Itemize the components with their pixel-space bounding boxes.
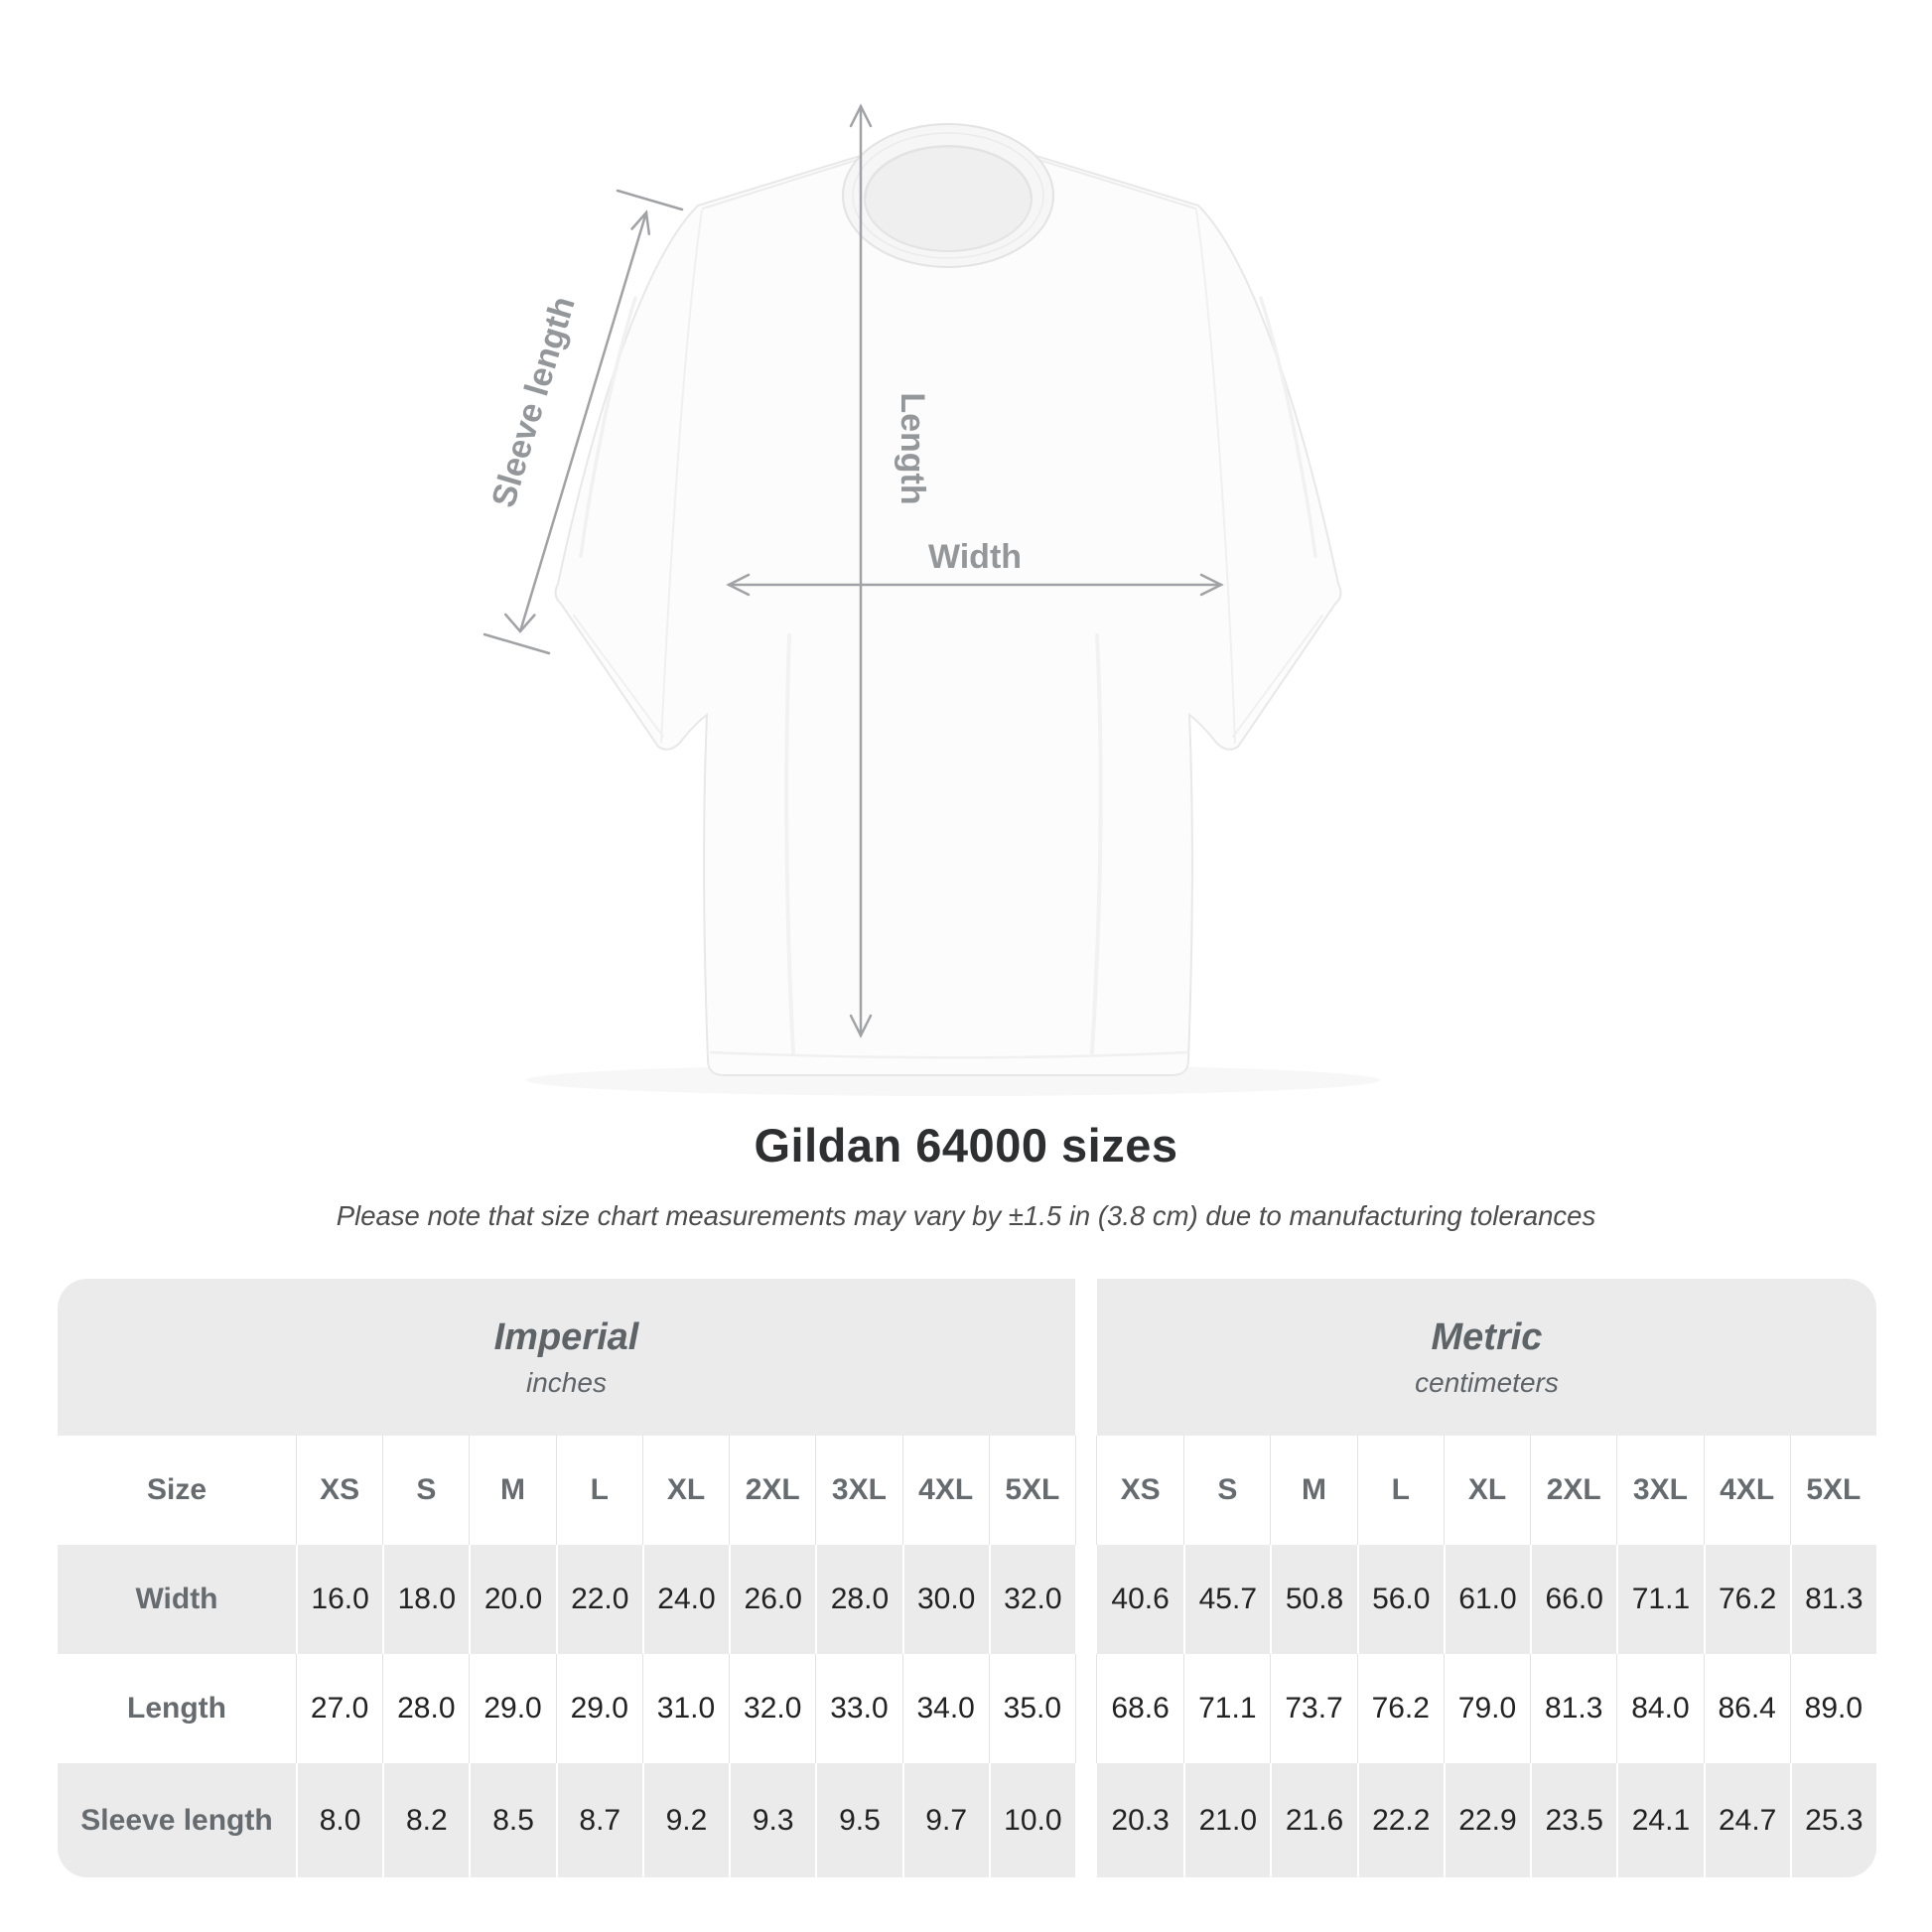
imperial-group-header — [58, 1279, 1075, 1436]
value-cell: 22.2 — [1357, 1763, 1444, 1877]
size-col-header: 2XL — [1530, 1436, 1616, 1545]
value-cell: 22.9 — [1444, 1763, 1530, 1877]
value-cell: 24.7 — [1704, 1763, 1790, 1877]
value-cell: 8.7 — [556, 1763, 642, 1877]
value-cell: 34.0 — [902, 1654, 989, 1763]
size-col-header: L — [1357, 1436, 1444, 1545]
tshirt-body — [556, 126, 1341, 1075]
metric-group-header — [1097, 1279, 1876, 1436]
width-label: Width — [927, 538, 1023, 576]
row-label: Length — [127, 1692, 226, 1725]
value-cell: 33.0 — [815, 1654, 901, 1763]
value-cell: 35.0 — [989, 1654, 1075, 1763]
value-cell: 22.0 — [556, 1545, 642, 1654]
size-col-header: XL — [642, 1436, 729, 1545]
value-cell: 61.0 — [1444, 1545, 1530, 1654]
value-cell: 16.0 — [296, 1545, 382, 1654]
value-cell: 79.0 — [1444, 1654, 1530, 1763]
tshirt-collar — [843, 124, 1053, 267]
size-col-header: M — [469, 1436, 555, 1545]
size-col-header: S — [1183, 1436, 1270, 1545]
section-gap — [1075, 1763, 1097, 1877]
value-cell: 29.0 — [469, 1654, 555, 1763]
size-header-cell: Size — [146, 1473, 207, 1506]
value-cell: 76.2 — [1357, 1654, 1444, 1763]
value-cell: 28.0 — [815, 1545, 901, 1654]
size-col-header: L — [556, 1436, 642, 1545]
value-cell: 8.2 — [382, 1763, 469, 1877]
value-cell: 10.0 — [989, 1763, 1075, 1877]
row-label: Sleeve length — [58, 1763, 296, 1877]
value-cell: 8.0 — [296, 1763, 382, 1877]
size-col-header: 5XL — [989, 1436, 1075, 1545]
value-cell: 32.0 — [729, 1654, 815, 1763]
value-cell: 66.0 — [1530, 1545, 1616, 1654]
value-cell: 32.0 — [989, 1545, 1075, 1654]
value-cell: 40.6 — [1097, 1545, 1183, 1654]
value-cell: 9.7 — [902, 1763, 989, 1877]
imperial-unit: inches — [526, 1366, 607, 1398]
value-cell: 68.6 — [1111, 1692, 1170, 1725]
size-col-header: 3XL — [1616, 1436, 1703, 1545]
value-cell: 26.0 — [729, 1545, 815, 1654]
size-col-header: 4XL — [902, 1436, 989, 1545]
metric-label: Metric — [1431, 1315, 1543, 1358]
value-cell: 31.0 — [642, 1654, 729, 1763]
imperial-label: Imperial — [493, 1315, 639, 1358]
value-cell: 9.2 — [642, 1763, 729, 1877]
size-col-header: XS — [1120, 1473, 1161, 1506]
value-cell: 20.3 — [1097, 1763, 1183, 1877]
value-cell: 84.0 — [1616, 1654, 1703, 1763]
value-cell: 9.5 — [815, 1763, 901, 1877]
value-cell: 20.0 — [469, 1545, 555, 1654]
length-label: Length — [894, 392, 931, 505]
value-cell: 29.0 — [556, 1654, 642, 1763]
value-cell: 28.0 — [382, 1654, 469, 1763]
value-cell: 73.7 — [1270, 1654, 1356, 1763]
value-cell: 45.7 — [1183, 1545, 1270, 1654]
value-cell: 9.3 — [729, 1763, 815, 1877]
value-cell: 89.0 — [1790, 1654, 1876, 1763]
section-gap — [1075, 1545, 1097, 1654]
section-gap — [1075, 1436, 1097, 1545]
sleeve-length-label: Sleeve length — [484, 292, 583, 512]
section-gap — [1075, 1654, 1097, 1763]
size-col-header: S — [382, 1436, 469, 1545]
value-cell: 8.5 — [469, 1763, 555, 1877]
size-col-header: M — [1270, 1436, 1356, 1545]
size-col-header: 4XL — [1704, 1436, 1790, 1545]
value-cell: 76.2 — [1704, 1545, 1790, 1654]
value-cell: 21.6 — [1270, 1763, 1356, 1877]
value-cell: 50.8 — [1270, 1545, 1356, 1654]
size-col-header: 3XL — [815, 1436, 901, 1545]
value-cell: 86.4 — [1704, 1654, 1790, 1763]
value-cell: 21.0 — [1183, 1763, 1270, 1877]
value-cell: 30.0 — [902, 1545, 989, 1654]
size-col-header: 5XL — [1790, 1436, 1876, 1545]
row-label: Width — [58, 1545, 296, 1654]
size-col-header: 2XL — [729, 1436, 815, 1545]
size-col-header: XS — [296, 1436, 382, 1545]
value-cell: 71.1 — [1183, 1654, 1270, 1763]
value-cell: 27.0 — [296, 1654, 382, 1763]
value-cell: 81.3 — [1530, 1654, 1616, 1763]
size-table — [58, 1279, 1876, 1877]
value-cell: 56.0 — [1357, 1545, 1444, 1654]
tolerance-note: Please note that size chart measurements may vary by ±1.5 in (3.8 cm) due to manufacturing tolerances — [336, 1200, 1596, 1231]
metric-unit: centimeters — [1415, 1366, 1559, 1398]
size-col-header: XL — [1444, 1436, 1530, 1545]
page-title: Gildan 64000 sizes — [754, 1119, 1178, 1172]
value-cell: 71.1 — [1616, 1545, 1703, 1654]
value-cell: 24.1 — [1616, 1763, 1703, 1877]
value-cell: 25.3 — [1790, 1763, 1876, 1877]
value-cell: 23.5 — [1530, 1763, 1616, 1877]
value-cell: 18.0 — [382, 1545, 469, 1654]
value-cell: 81.3 — [1790, 1545, 1876, 1654]
value-cell: 24.0 — [642, 1545, 729, 1654]
